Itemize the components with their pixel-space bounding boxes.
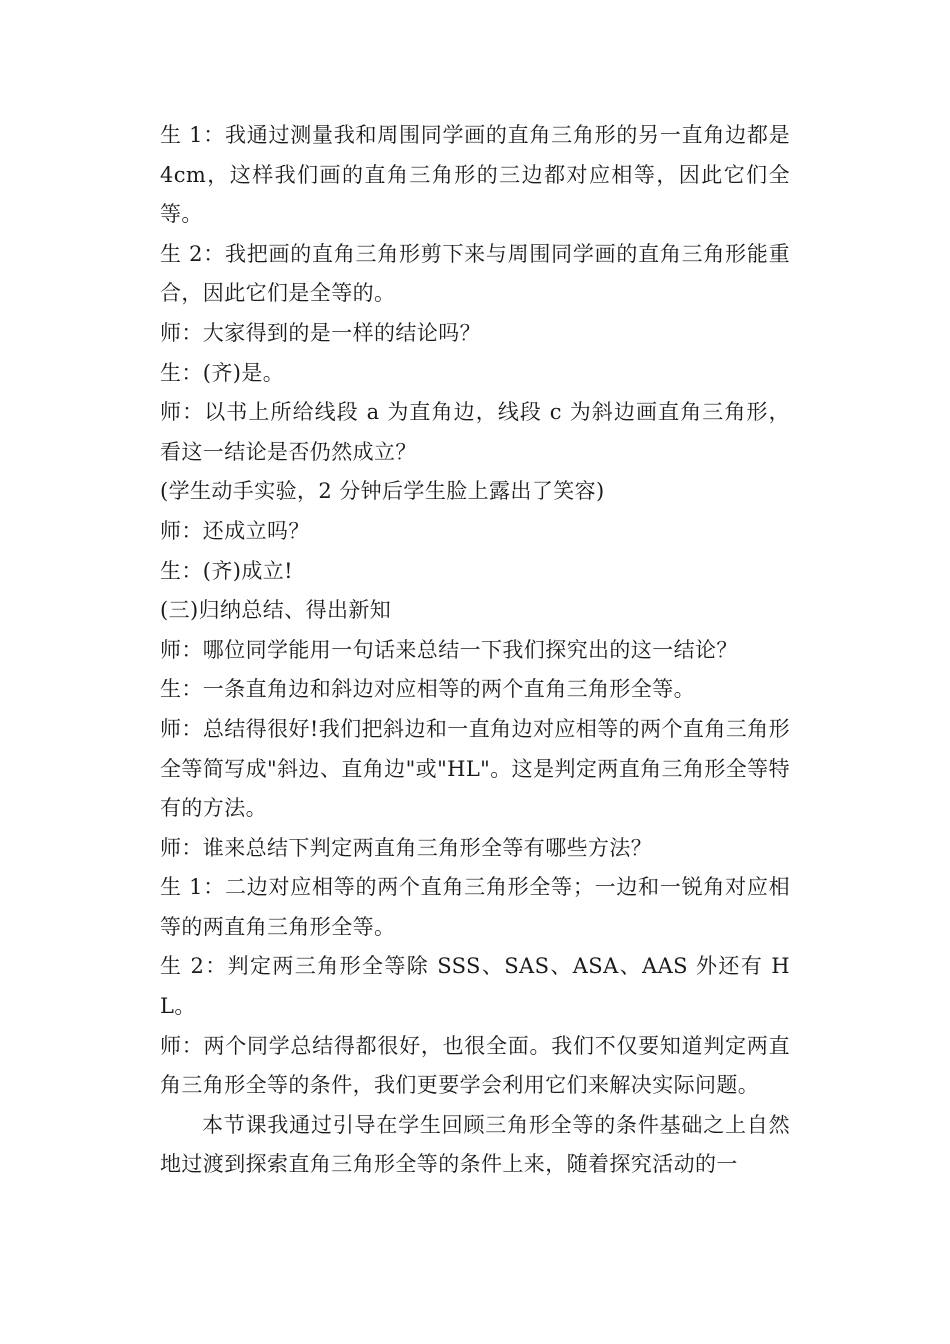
paragraph: 生 2：判定两三角形全等除 SSS、SAS、ASA、AAS 外还有 HL。 — [160, 954, 790, 1019]
paragraph: 生：一条直角边和斜边对应相等的两个直角三角形全等。 — [160, 677, 695, 702]
paragraph-indented: 本节课我通过引导在学生回顾三角形全等的条件基础之上自然地过渡到探索直角三角形全等的条件上来，随着探究活动的一 — [160, 1112, 790, 1177]
paragraph: 师：两个同学总结得都很好，也很全面。我们不仅要知道判定两直角三角形全等的条件，我们更要学会利用它们来解决实际问题。 — [160, 1033, 790, 1098]
paragraph: 生：(齐)是。 — [160, 360, 285, 385]
paragraph: 师：总结得很好!我们把斜边和一直角边对应相等的两个直角三角形全等简写成"斜边、直角边"或"HL"。这是判定两直角三角形全等特有的方法。 — [160, 716, 790, 821]
paragraph: 师：哪位同学能用一句话来总结一下我们探究出的这一结论？ — [160, 637, 738, 662]
paragraph: 生 2：我把画的直角三角形剪下来与周围同学画的直角三角形能重合，因此它们是全等的。 — [160, 241, 790, 306]
document-body — [160, 116, 790, 1185]
paragraph: 生 1：二边对应相等的两个直角三角形全等；一边和一锐角对应相等的两直角三角形全等。 — [160, 875, 790, 939]
paragraph: (学生动手实验，2 分钟后学生脸上露出了笑容) — [160, 479, 605, 504]
paragraph: 生 1：我通过测量我和周围同学画的直角三角形的另一直角边都是 4cm，这样我们画的直角三角形的三边都对应相等，因此它们全等。 — [160, 123, 790, 227]
paragraph: 师：还成立吗？ — [160, 518, 310, 543]
paragraph: 师：以书上所给线段 a 为直角边，线段 c 为斜边画直角三角形，看这一结论是否仍然成立？ — [160, 400, 790, 464]
paragraph: 生：(齐)成立! — [160, 558, 294, 583]
section-heading: (三)归纳总结、得出新知 — [160, 598, 392, 623]
paragraph: 师：谁来总结下判定两直角三角形全等有哪些方法？ — [160, 835, 653, 860]
paragraph: 师：大家得到的是一样的结论吗？ — [160, 320, 481, 345]
